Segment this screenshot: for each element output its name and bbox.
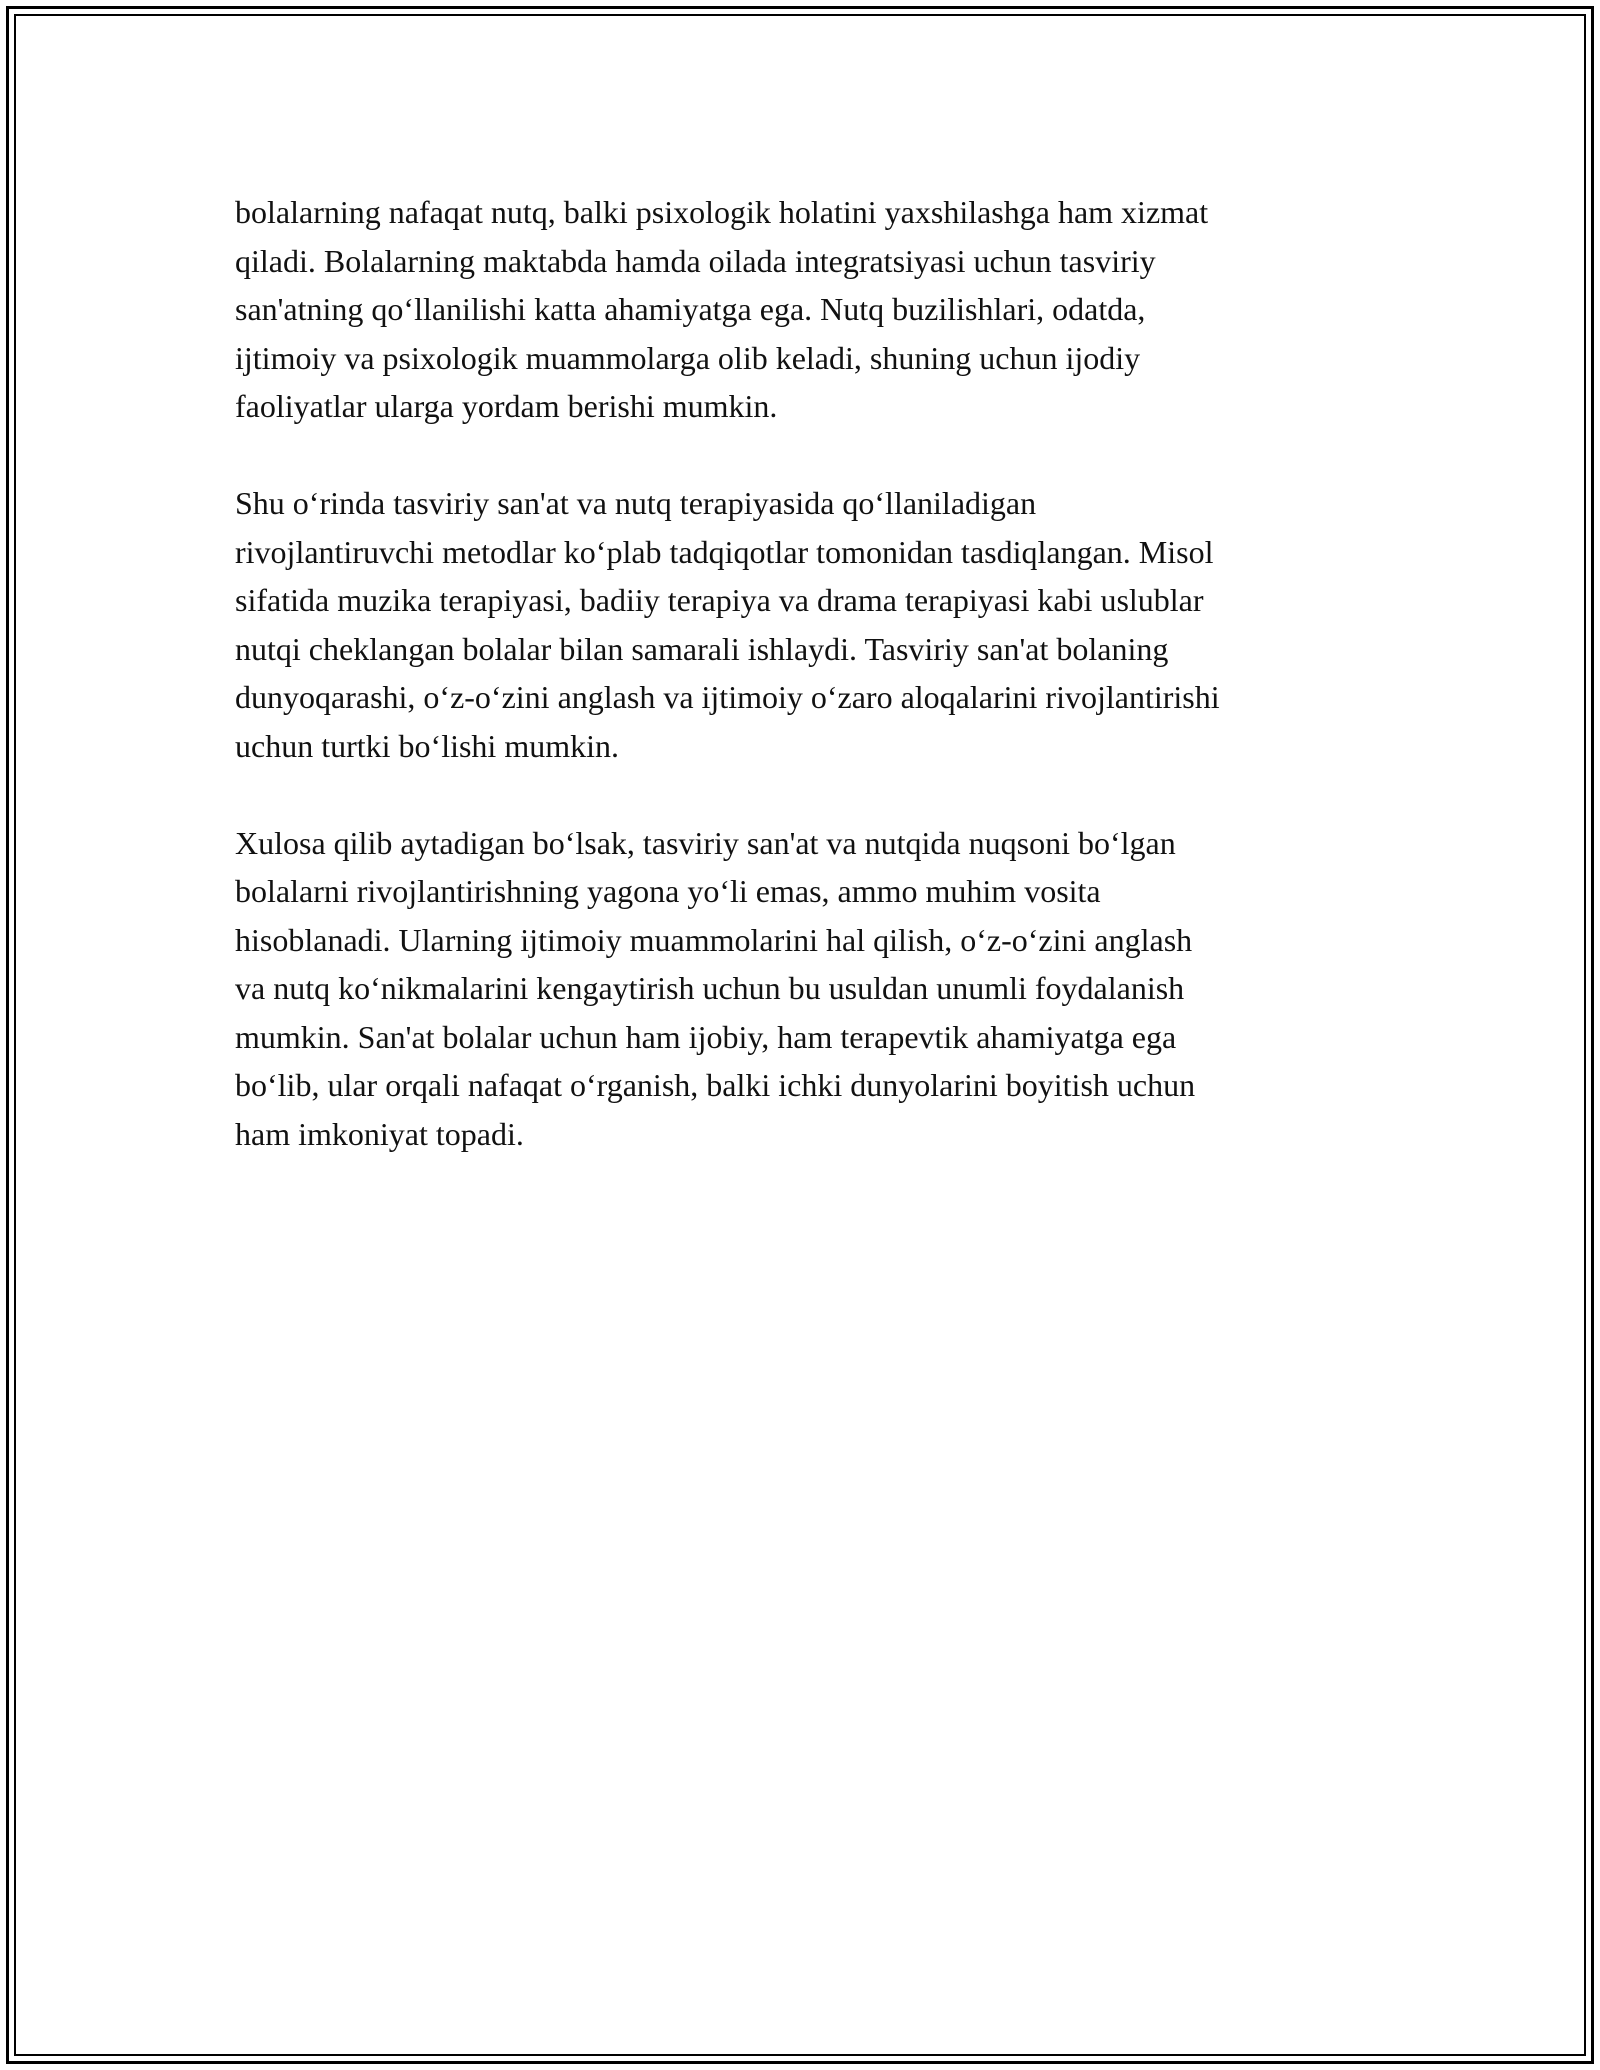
paragraph-3: Xulosa qilib aytadigan bo‘lsak, tasviriy san'at va nutqida nuqsoni bo‘lgan bolalarni rivojlantirishning yagona yo‘li emas, ammo muhim vosita hisoblanadi. Ularning ijtimoiy muammolarini hal qilish, o‘z-o‘zini anglash va nutq ko‘nikmalarini kengaytirish uchun bu usuldan unumli foydalanish mumkin. San'at bolalar uchun ham ijobiy, ham terapevtik ahamiyatga ega bo‘lib, ular orqali nafaqat o‘rganish, balki ichki dunyolarini boyitish uchun ham imkoniyat topadi. (235, 824, 1196, 1152)
document-body (235, 188, 1375, 1207)
paragraph-1: bolalarning nafaqat nutq, balki psixologik holatini yaxshilashga ham xizmat qiladi. Bolalarning maktabda hamda oilada integratsiyasi uchun tasviriy san'atning qo‘llanilishi katta ahamiyatga ega. Nutq buzilishlari, odatda, ijtimoiy va psixologik muammolarga olib keladi, shuning uchun ijodiy faoliyatlar ularga yordam berishi mumkin. (235, 194, 1209, 424)
paragraph-2: Shu o‘rinda tasviriy san'at va nutq terapiyasida qo‘llaniladigan rivojlantiruvchi metodlar ko‘plab tadqiqotlar tomonidan tasdiqlangan. Misol sifatida muzika terapiyasi, badiiy terapiya va drama terapiyasi kabi uslublar nutqi cheklangan bolalar bilan samarali ishlaydi. Tasviriy san'at bolaning dunyoqarashi, o‘z-o‘zini anglash va ijtimoiy o‘zaro aloqalarini rivojlantirishi uchun turtki bo‘lishi mumkin. (235, 485, 1220, 764)
